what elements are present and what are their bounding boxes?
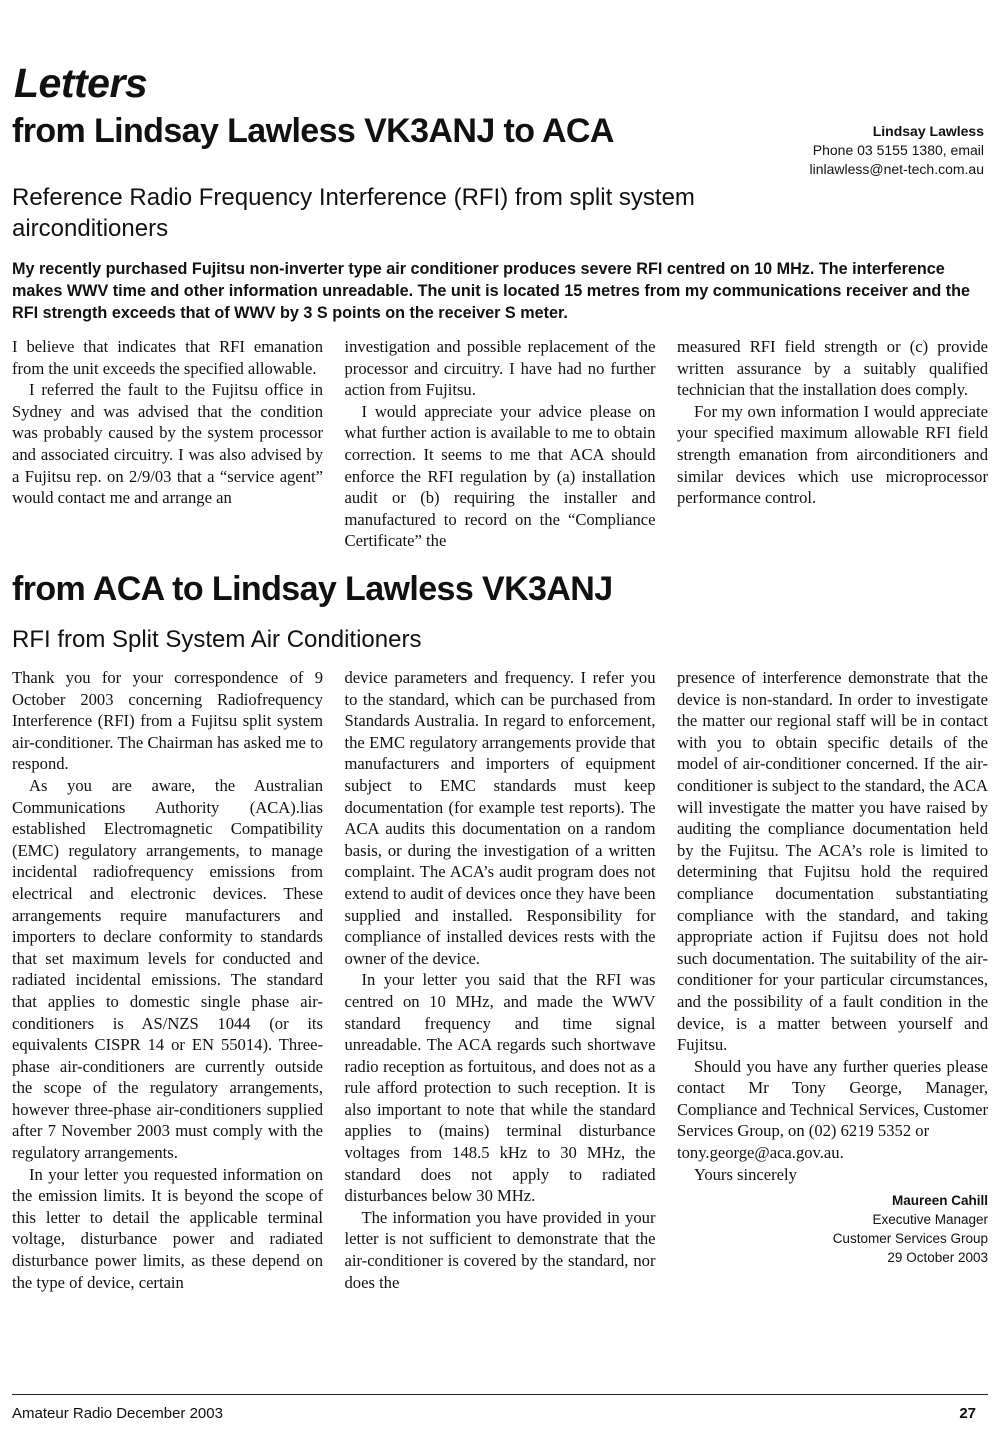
letter1-column-3 [677,336,988,552]
letter2-column-3 [677,667,988,1293]
signature-group: Customer Services Group [832,1231,988,1247]
letter1-subheading: Reference Radio Frequency Interference (RFI) from split system airconditioners [12,184,695,242]
paragraph: Should you have any further queries please contact Mr Tony George, Manager, Compliance and Technical Services, Customer Services Group, on (02) 6219 5352 or [677,1056,988,1141]
paragraph: investigation and possible replacement of the processor and circuitry. I have had no further action from Fujitsu. [344,337,656,400]
contact-name: Lindsay Lawless [872,123,984,139]
contact-email: linlawless@net-tech.com.au [809,161,984,177]
signature-name: Maureen Cahill [891,1193,988,1209]
signature-date: 29 October 2003 [887,1250,988,1266]
letter2-columns [12,667,988,1293]
paragraph: As you are aware, the Australian Communications Authority (ACA).lias established Electromagnetic Compatibility (EMC) regulatory arrangements, to manage incidental radiofrequency emissions from electrical and electronic devices. These arrangements require manufacturers and importers to declare conformity to standards that set maximum levels for conducted and radiated incidental emissions. The standard that applies to domestic single phase air-conditioners is AS/NZS 1044 (or its equivalents CISPR 14 or EN 55014). Three-phase air-conditioners are currently outside the scope of the regulatory arrangements, however three-phase air-conditioners supplied after 7 November 2003 must comply with the regulatory arrangements. [12,775,323,1163]
paragraph: measured RFI field strength or (c) provide written assurance by a suitably qualified technician that the installation does comply. [677,337,988,400]
paragraph: I would appreciate your advice please on what further action is available to me to obtain correction. It seems to me that ACA should enforce the RFI regulation by (a) installation audit or (b) requiring the installer and manufactured to record on the “Compliance Certificate” the [344,401,656,551]
letter2-heading: from ACA to Lindsay Lawless VK3ANJ [12,570,613,608]
email-line: tony.george@aca.gov.au. [677,1143,844,1163]
footer-publication: Amateur Radio December 2003 [12,1405,223,1422]
paragraph: I referred the fault to the Fujitsu office in Sydney and was advised that the condition was probably caused by the system processor and associated circuitry. I was also advised by a Fujitsu rep. on 2/9/03 that a “service agent” would contact me and arrange an [12,380,323,508]
letter1-column-1 [12,336,323,552]
paragraph: Thank you for your correspondence of 9 October 2003 concerning Radiofrequency Interference (RFI) from a Fujitsu split system air-conditioner. The Chairman has asked me to respond. [12,668,323,774]
page-number: 27 [959,1405,976,1422]
contact-block [684,122,984,179]
paragraph: I believe that indicates that RFI emanation from the unit exceeds the specified allowable. [12,337,323,378]
letter2-column-1 [12,667,323,1293]
section-label: Letters [14,60,148,106]
letter1-columns [12,336,988,552]
paragraph: presence of interference demonstrate that the device is non-standard. In order to investigate the matter our regional staff will be in contact with you to obtain specific details of the model of air-conditioner concerned. If the air-conditioner is subject to the standard, the ACA will investigate the matter you have raised by auditing the compliance documentation held by the Fujitsu. The ACA’s role is limited to determining that Fujitsu hold the required compliance documentation substantiating compliance with the standard, and taking appropriate action if Fujitsu does not hold such documentation. The suitability of the air-conditioner for your particular circumstances, and the possibility of a fault condition in the device, is a matter between yourself and Fujitsu. [677,668,988,1055]
letter2-column-2 [345,667,656,1293]
letter1-heading: from Lindsay Lawless VK3ANJ to ACA [12,112,614,150]
closing: Yours sincerely [694,1164,797,1184]
footer-divider [12,1394,988,1395]
paragraph: For my own information I would appreciate your specified maximum allowable RFI field strength emanation from airconditioners and similar devices which use microprocessor performance control. [677,401,988,508]
signature-title: Executive Manager [872,1212,988,1228]
letter2-subheading: RFI from Split System Air Conditioners [12,626,422,653]
letter1-column-2 [345,336,656,552]
contact-phone: Phone 03 5155 1380, email [812,142,984,158]
paragraph: In your letter you said that the RFI was centred on 10 MHz, and made the WWV standard frequency and time signal unreadable. The ACA regards such shortwave radio reception as fortuitous, and does not as a rule afford protection to such reception. It is also important to note that while the standard applies to (mains) terminal disturbance voltages from 148.5 kHz to 30 MHz, the standard does not apply to radiated disturbances below 30 MHz. [344,970,656,1206]
letter1-lead: My recently purchased Fujitsu non-inverter type air conditioner produces severe RFI centred on 10 MHz. The interference makes WWV time and other information unreadable. The unit is located 15 metres from my communications receiver and the RFI strength exceeds that of WWV by 3 S points on the receiver S meter. [12,260,970,322]
paragraph: device parameters and frequency. I refer you to the standard, which can be purchased from Standards Australia. In regard to enforcement, the EMC regulatory arrangements provide that manufacturers and importers of equipment subject to EMC standards must keep documentation (for example test reports). The ACA audits this documentation on a random basis, or during the investigation of a written complaint. The ACA’s audit program does not extend to audit of devices once they have been supplied and installed. Responsibility for compliance of installed devices rests with the owner of the device. [344,668,656,968]
paragraph: In your letter you requested information on the emission limits. It is beyond the scope of this letter to detail the applicable terminal voltage, disturbance power and radiated disturbance power limits, as these depend on the type of device, certain [12,1164,323,1292]
signature-block [677,1191,988,1267]
paragraph: The information you have provided in your letter is not sufficient to demonstrate that the air-conditioner is covered by the standard, nor does the [344,1207,656,1292]
